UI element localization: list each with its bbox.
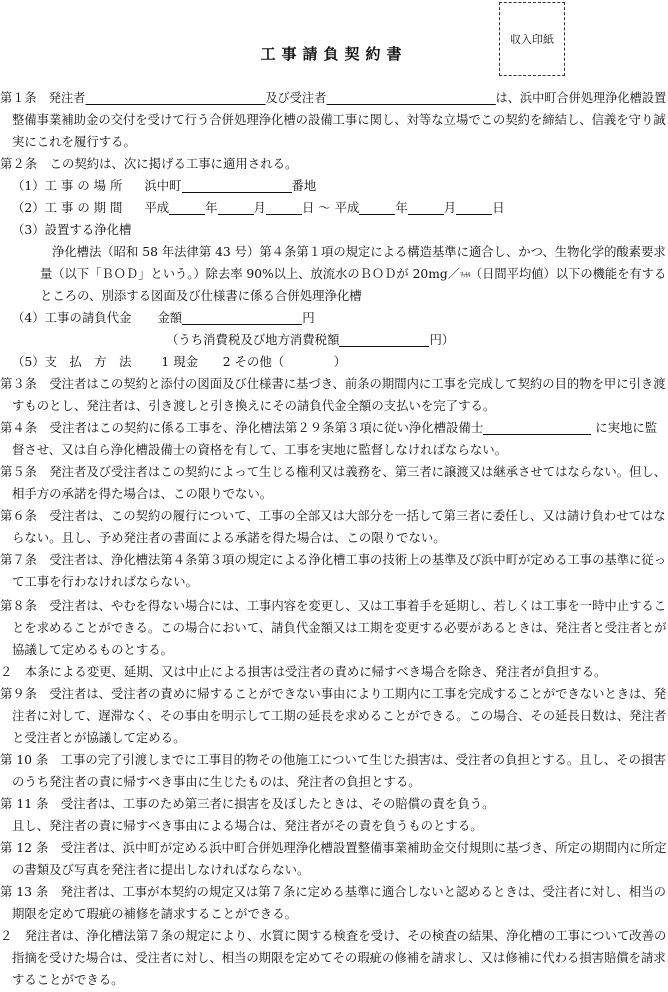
septic-spec-line-1: 浄化槽法（昭和 58 年法律第 43 号）第４条第１項の規定による構造基準に適合し、かつ、生物化学的酸素要求: [52, 244, 666, 259]
article-1-line-3: 実にこれを履行する。: [12, 134, 136, 149]
client-name-blank: [85, 91, 265, 105]
article-5-line-1: 第５条 発注者及び受注者はこの契約によって生じる権利又は義務を、第三者に譲渡又は継承させてはならない。但し、: [0, 464, 667, 479]
article-13-line-1: 第 13 条 発注者は、工事が本契約の規定又は第７条に定める基準に適合しないと認めるときは、受注者に対し、相当の: [0, 884, 666, 899]
article-13-paragraph-2-line-1: ２ 発注者は、浄化槽法第７条の規定により、水質に関する検査を受け、その検査の結果、浄化槽の工事について改善の: [0, 928, 667, 943]
end-day-blank: [456, 201, 492, 215]
item-septic-tank: （3）設置する浄化槽: [12, 222, 132, 237]
tax-amount-blank: [339, 333, 429, 347]
contract-amount-blank: [182, 311, 302, 325]
end-year-blank: [359, 201, 395, 215]
article-6-line-2: らない。且し、予め発注者の書面による承諾を得た場合は、この限りでない。: [12, 530, 446, 545]
article-4-line-2: 督させ、又は自ら浄化槽設備士の資格を有して、工事を実地に監督しなければならない。: [12, 442, 508, 457]
article-9-line-1: 第９条 受注者は、受注者の責めに帰することができない事由により工期内に工事を完成することができないときは、発: [0, 686, 667, 701]
start-year-blank: [169, 201, 205, 215]
item-payment-method: （5）支 払 方 法 1 現金 2 その他（ ）: [12, 354, 347, 369]
location-number-blank: [182, 179, 292, 193]
article-10-line-1: 第 10 条 工事の完了引渡しまでに工事目的物その他施工について生じた損害は、受注者の負担とする。且し、その損害: [0, 752, 666, 767]
contractor-name-blank: [326, 91, 495, 105]
article-10-line-2: のうち発注者の責に帰すべき事由に生じたものは、発注者の負担とする。: [12, 774, 421, 789]
article-8-line-1: 第８条 受注者は、やむを得ない場合には、工事内容を変更し、又は工事着手を延期し、若しくは工事を一時中止するこ: [0, 598, 667, 613]
start-day-blank: [266, 201, 302, 215]
item-work-location: （1）工 事 の 場 所 浜中町 番地: [12, 178, 317, 193]
article-12-line-2: の書類及び写真を発注者に提出しなければならない。: [12, 862, 310, 877]
item-consumption-tax: （うち消費税及び地方消費税額 円）: [166, 332, 455, 347]
revenue-stamp-label: 収入印紙: [510, 33, 554, 46]
article-11-line-1: 第 11 条 受注者は、工事のため第三者に損害を及ぼしたときは、その賠償の責を負う。: [0, 796, 495, 811]
item-work-period: （2）工 事 の 期 間 平成 年 月 日 ～ 平成 年 月 日: [12, 200, 505, 215]
article-2-heading: 第２条 この契約は、次に掲げる工事に適用される。: [0, 156, 298, 171]
article-13-paragraph-2-line-3: することができる。: [12, 972, 124, 987]
article-12-line-1: 第 12 条 受注者は、浜中町が定める浜中町合併処理浄化槽設置整備事業補助金交付規則に基づき、所定の期間内に所定: [0, 840, 667, 855]
article-8-paragraph-2: ２ 本条による変更、延期、又は中止による損害は受注者の責めに帰すべき場合を除き、発注者が負担する。: [0, 664, 607, 679]
article-9-line-3: と受注者とが協議して定める。: [12, 730, 186, 745]
article-3-line-2: すものとし、発注者は、引き渡しと引き換えにその請負代金全額の支払いを完了する。: [12, 398, 496, 413]
document-title: 工事請負契約書: [260, 45, 408, 63]
end-month-blank: [408, 201, 444, 215]
article-9-line-2: 注者に対して、遅滞なく、その事由を明示して工期の延長を求めることができる。この場合、その延長日数は、発注者: [12, 708, 667, 723]
article-1-line-1: 第１条 発注者 及び受注者 は、浜中町合併処理浄化槽設置: [0, 90, 667, 105]
article-7-line-2: て工事を行わなければならない。: [12, 574, 198, 589]
septic-spec-line-3: ところの、別添する図面及び仕様書に係る合併処理浄化槽: [40, 288, 362, 303]
article-11-line-2: 且し、発注者の責に帰すべき事由による場合は、発注者がその責を負うものとする。: [12, 818, 483, 833]
revenue-stamp-box: [499, 2, 565, 76]
item-contract-price: （4）工事の請負代金 金額 円: [12, 310, 315, 325]
article-1-line-2: 整備事業補助金の交付を受けて行う合併処理浄化槽の設備工事に関し、対等な立場でこの契約を締結し、信義を守り誠: [12, 112, 666, 127]
installer-name-blank: [483, 421, 591, 435]
article-3-line-1: 第３条 受注者はこの契約と添付の図面及び仕様書に基づき、前条の期間内に工事を完成して契約の目的物を甲に引き渡: [0, 376, 666, 391]
article-8-line-2: とを求めることができる。この場合において、請負代金額又は工期を変更する必要があるときは、発注者と受注者とが: [12, 620, 667, 635]
article-5-line-2: 相手方の承諾を得た場合は、この限りでない。: [12, 486, 273, 501]
article-8-line-3: 協議して定めるものとする。: [12, 642, 174, 657]
article-13-line-2: 期限を定めて瑕疵の補修を請求することができる。: [12, 906, 297, 921]
start-month-blank: [218, 201, 254, 215]
article-7-line-1: 第７条 受注者は、浄化槽法第４条第３項の規定による浄化槽工事の技術上の基準及び浜中町が定める工事の基準に従っ: [0, 552, 667, 567]
article-4-line-1: 第４条 受注者はこの契約に係る工事を、浄化槽法第２９条第３項に従い浄化槽設備士 に実地に監: [0, 420, 658, 435]
septic-spec-line-2: 量（以下「ＢＯＤ」という。）除去率 90%以上、放流水のＢＯＤが 20mg／ﾘｯﾄﾙ（日間平均値）以下の機能を有する: [40, 266, 667, 281]
article-6-line-1: 第６条 受注者は、この契約の履行について、工事の全部又は大部分を一括して第三者に委任し、又は請け負わせてはな: [0, 508, 666, 523]
article-13-paragraph-2-line-2: 指摘を受けた場合は、受注者に対し、相当の期限を定めてその瑕疵の修補を請求し、又は修補に代わる損害賠償を請求: [12, 950, 666, 965]
